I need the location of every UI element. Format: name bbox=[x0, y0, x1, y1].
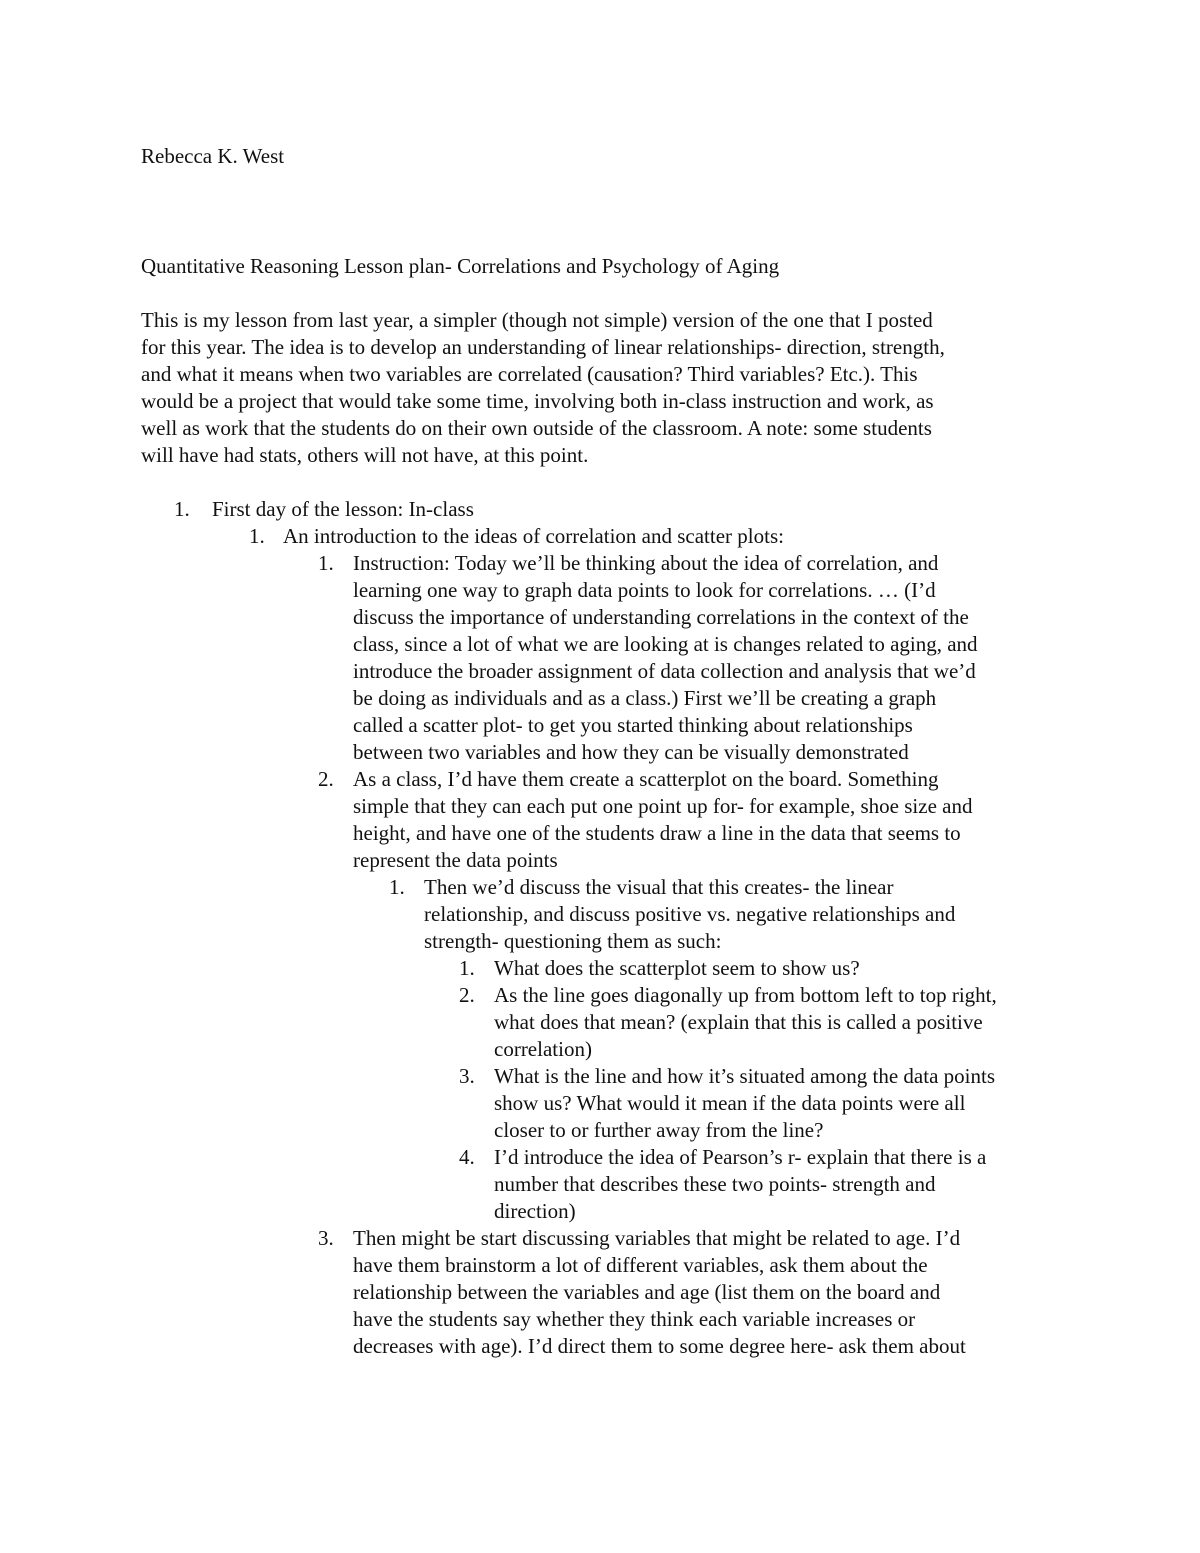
list-number: 1. bbox=[318, 551, 334, 575]
list-number: 1. bbox=[389, 875, 405, 899]
question-line: As the line goes diagonally up from bottom left to top right, bbox=[494, 983, 997, 1007]
question-line: direction) bbox=[494, 1199, 576, 1223]
author-name: Rebecca K. West bbox=[141, 144, 285, 168]
item-line: have the students say whether they think each variable increases or bbox=[353, 1307, 916, 1331]
list-number: 2. bbox=[318, 767, 334, 791]
question-line: show us? What would it mean if the data points were all bbox=[494, 1091, 966, 1115]
item-line: be doing as individuals and as a class.) First we’ll be creating a graph bbox=[353, 686, 937, 710]
outline-day-one: First day of the lesson: In-class bbox=[212, 497, 474, 521]
list-number: 1. bbox=[174, 497, 190, 521]
list-number: 1. bbox=[249, 524, 265, 548]
question-line: What does the scatterplot seem to show us? bbox=[494, 956, 860, 980]
item-line: class, since a lot of what we are looking at is changes related to aging, and bbox=[353, 632, 978, 656]
intro-line: well as work that the students do on their own outside of the classroom. A note: some students bbox=[141, 416, 932, 440]
item-line: have them brainstorm a lot of different variables, ask them about the bbox=[353, 1253, 928, 1277]
document-title: Quantitative Reasoning Lesson plan- Correlations and Psychology of Aging bbox=[141, 254, 780, 278]
question-line: number that describes these two points- strength and bbox=[494, 1172, 936, 1196]
intro-line: This is my lesson from last year, a simpler (though not simple) version of the one that I posted bbox=[141, 308, 933, 332]
item-line: discuss the importance of understanding correlations in the context of the bbox=[353, 605, 969, 629]
list-number: 3. bbox=[459, 1064, 475, 1088]
question-line: I’d introduce the idea of Pearson’s r- explain that there is a bbox=[494, 1145, 987, 1169]
item-line: relationship between the variables and age (list them on the board and bbox=[353, 1280, 941, 1304]
item-line: introduce the broader assignment of data collection and analysis that we’d bbox=[353, 659, 976, 683]
list-number: 2. bbox=[459, 983, 475, 1007]
list-number: 3. bbox=[318, 1226, 334, 1250]
item-line: called a scatter plot- to get you started thinking about relationships bbox=[353, 713, 913, 737]
item-line: Instruction: Today we’ll be thinking about the idea of correlation, and bbox=[353, 551, 939, 575]
list-number: 1. bbox=[459, 956, 475, 980]
item-line: simple that they can each put one point up for- for example, shoe size and bbox=[353, 794, 973, 818]
list-number: 4. bbox=[459, 1145, 475, 1169]
item-line: Then we’d discuss the visual that this creates- the linear bbox=[424, 875, 894, 899]
item-line: between two variables and how they can be visually demonstrated bbox=[353, 740, 909, 764]
item-line: strength- questioning them as such: bbox=[424, 929, 722, 953]
item-line: relationship, and discuss positive vs. negative relationships and bbox=[424, 902, 956, 926]
item-line: Then might be start discussing variables that might be related to age. I’d bbox=[353, 1226, 961, 1250]
item-line: decreases with age). I’d direct them to some degree here- ask them about bbox=[353, 1334, 966, 1358]
intro-line: would be a project that would take some time, involving both in-class instruction and work, as bbox=[141, 389, 934, 413]
item-line: represent the data points bbox=[353, 848, 558, 872]
question-line: correlation) bbox=[494, 1037, 592, 1061]
question-line: closer to or further away from the line? bbox=[494, 1118, 824, 1142]
intro-line: and what it means when two variables are correlated (causation? Third variables? Etc.). This bbox=[141, 362, 918, 386]
question-line: what does that mean? (explain that this is called a positive bbox=[494, 1010, 983, 1034]
item-line: As a class, I’d have them create a scatterplot on the board. Something bbox=[353, 767, 939, 791]
item-line: height, and have one of the students draw a line in the data that seems to bbox=[353, 821, 961, 845]
intro-line: for this year. The idea is to develop an understanding of linear relationships- direction, strength, bbox=[141, 335, 945, 359]
item-line: learning one way to graph data points to look for correlations. … (I’d bbox=[353, 578, 936, 602]
outline-intro-ideas: An introduction to the ideas of correlation and scatter plots: bbox=[283, 524, 784, 548]
intro-line: will have had stats, others will not have, at this point. bbox=[141, 443, 589, 467]
question-line: What is the line and how it’s situated among the data points bbox=[494, 1064, 995, 1088]
